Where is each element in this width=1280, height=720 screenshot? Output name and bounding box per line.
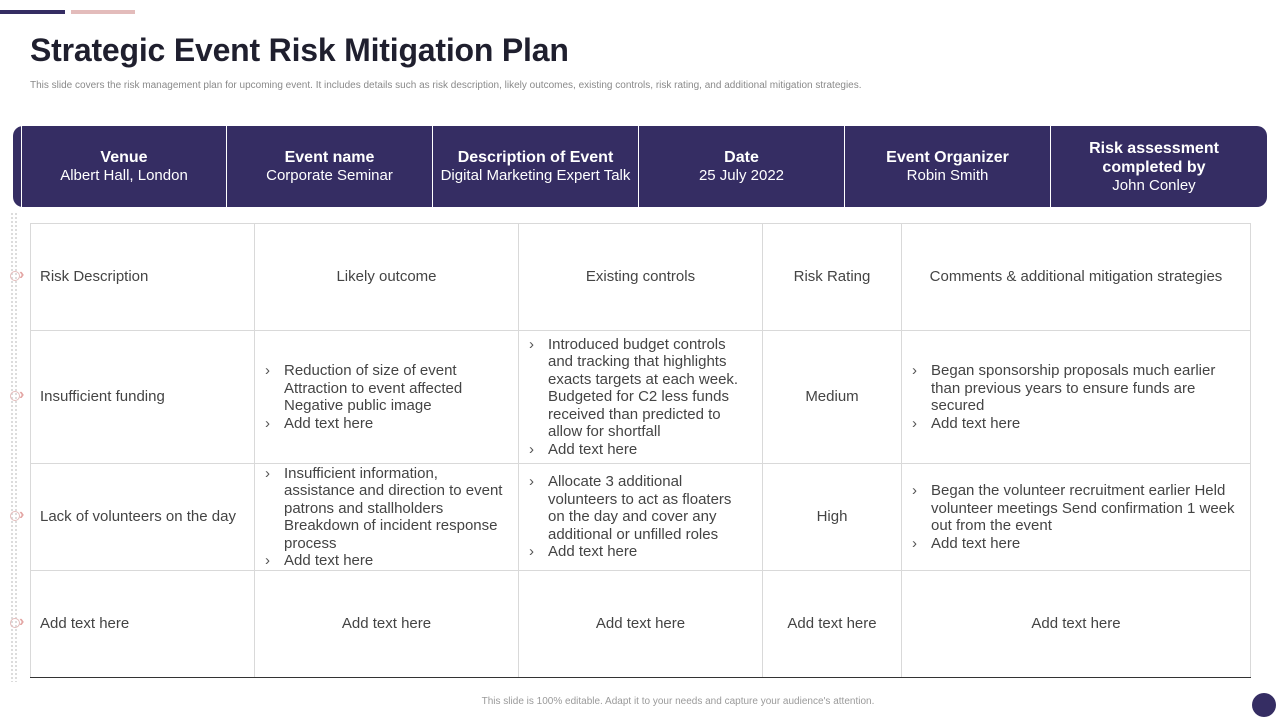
dotted-decoration	[10, 212, 18, 682]
header-value: Corporate Seminar	[266, 167, 393, 184]
bullet-item: › Add text here	[912, 535, 1240, 553]
footer-note: This slide is 100% editable. Adapt it to your needs and capture your audience's attention.	[481, 696, 875, 707]
comments-cell	[902, 464, 1251, 571]
risk-description: Insufficient funding	[31, 331, 255, 464]
accent-bar-pink	[71, 10, 135, 14]
bullet-item: › Insufficient information, assistance and direction to event patrons and stallholders Breakdown of incident response process	[265, 465, 508, 553]
column-header: Risk Description	[31, 224, 255, 331]
row-marker-icon: ›	[10, 617, 32, 629]
table-header-row	[31, 224, 1251, 331]
bullet-item: › Add text here	[265, 552, 508, 570]
table-row	[31, 464, 1251, 571]
existing-controls-cell	[519, 464, 763, 571]
header-event-name	[227, 126, 433, 207]
bullet-item: › Reduction of size of event Attraction to event affected Negative public image	[265, 362, 508, 415]
likely-outcome-cell: Add text here	[255, 571, 519, 678]
risk-rating: Medium	[763, 331, 902, 464]
table-row	[31, 331, 1251, 464]
existing-controls-cell: Add text here	[519, 571, 763, 678]
bullet-item: › Allocate 3 additional volunteers to act as floaters on the day and cover any additional or unfilled roles	[529, 473, 752, 543]
existing-controls-cell	[519, 331, 763, 464]
row-marker-icon: ›	[10, 270, 32, 282]
bullet-item: › Introduced budget controls and tracking that highlights exacts targets at each week. Budgeted for C2 less funds received than predicted to allow for shortfall	[529, 336, 752, 441]
bullet-item: › Add text here	[912, 415, 1240, 433]
header-venue	[21, 126, 227, 207]
header-assessor	[1051, 126, 1257, 207]
header-label: Risk assessment completed by	[1089, 139, 1219, 176]
risk-rating: Add text here	[763, 571, 902, 678]
header-date	[639, 126, 845, 207]
likely-outcome-cell	[255, 464, 519, 571]
header-label: Event Organizer	[886, 149, 1009, 166]
column-header: Existing controls	[519, 224, 763, 331]
header-organizer	[845, 126, 1051, 207]
bullet-item: › Add text here	[529, 441, 752, 459]
header-value: Robin Smith	[906, 167, 989, 184]
risk-table	[30, 223, 1251, 678]
likely-outcome-cell	[255, 331, 519, 464]
risk-description: Add text here	[31, 571, 255, 678]
bullet-item: › Add text here	[529, 543, 752, 561]
risk-description: Lack of volunteers on the day	[31, 464, 255, 571]
header-label: Date	[724, 149, 759, 166]
comments-cell: Add text here	[902, 571, 1251, 678]
comments-cell	[902, 331, 1251, 464]
header-label: Event name	[284, 149, 375, 166]
column-header: Risk Rating	[763, 224, 902, 331]
column-header: Comments & additional mitigation strategies	[902, 224, 1251, 331]
column-header: Likely outcome	[255, 224, 519, 331]
bullet-item: › Began sponsorship proposals much earlier than previous years to ensure funds are secured	[912, 362, 1240, 415]
row-marker-icon: ›	[10, 390, 32, 402]
header-value: 25 July 2022	[698, 167, 785, 184]
page-title: Strategic Event Risk Mitigation Plan	[30, 32, 569, 68]
header-description	[433, 126, 639, 207]
corner-dot-decoration	[1252, 693, 1276, 717]
header-label: Description of Event	[457, 149, 614, 166]
table-row	[31, 571, 1251, 678]
bullet-item: › Began the volunteer recruitment earlier Held volunteer meetings Send confirmation 1 week out from the event	[912, 482, 1240, 535]
event-info-header	[13, 126, 1267, 207]
page-subtitle: This slide covers the risk management plan for upcoming event. It includes details such as risk description, likely outcomes, existing controls, risk rating, and additional mitigation strategies.	[30, 80, 862, 91]
risk-rating: High	[763, 464, 902, 571]
accent-bar-dark	[0, 10, 65, 14]
header-value: Albert Hall, London	[60, 167, 188, 184]
header-value: John Conley	[1112, 176, 1196, 194]
row-marker-icon: ›	[10, 510, 32, 522]
header-value: Digital Marketing Expert Talk	[440, 167, 631, 184]
header-label: Venue	[100, 149, 148, 166]
bullet-item: › Add text here	[265, 415, 508, 433]
